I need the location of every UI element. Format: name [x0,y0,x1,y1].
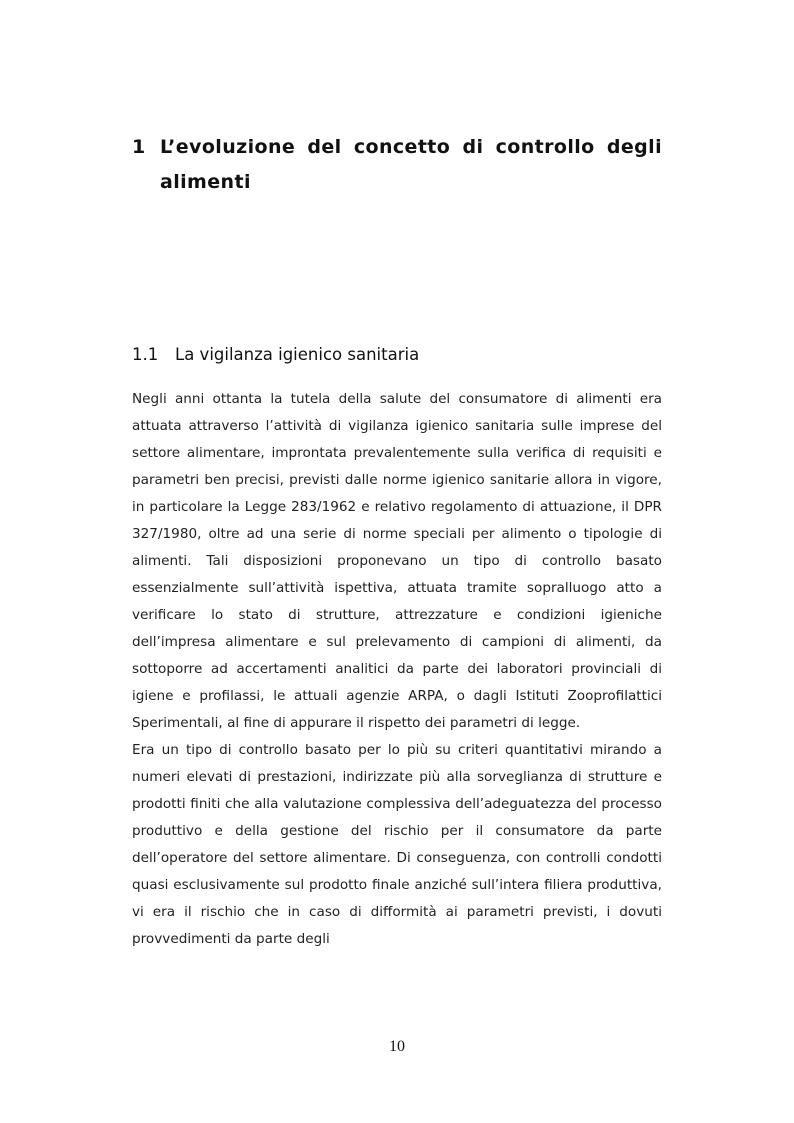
section-heading [132,342,662,368]
section-title: La vigilanza igienico sanitaria [175,345,420,364]
chapter-number: 1 [132,136,146,158]
body-text [132,386,662,953]
body-paragraph: Negli anni ottanta la tutela della salute del consumatore di alimenti era attuata attraverso l’attività di vigilanza igienico sanitaria sulle imprese del settore alimentare, improntata prevalentemente sulla verifica di requisiti e parametri ben precisi, previsti dalle norme igienico sanitarie allora in vigore, in particolare la Legge 283/1962 e relativo regolamento di attuazione, il DPR 327/1980, oltre ad una serie di norme speciali per alimento o tipologie di alimenti. Tali disposizioni proponevano un tipo di controllo basato essenzialmente sull’attività ispettiva, attuata tramite sopralluogo atto a verificare lo stato di strutture, attrezzature e condizioni igieniche dell’impresa alimentare e sul prelevamento di campioni di alimenti, da sottoporre ad accertamenti analitici da parte dei laboratori provinciali di igiene e profilassi, le attuali agenzie ARPA, o dagli Istituti Zooprofilattici Sperimentali, al fine di appurare il rispetto dei parametri di legge. [132,391,662,731]
body-paragraph: Era un tipo di controllo basato per lo più su criteri quantitativi mirando a numeri elevati di prestazioni, indirizzate più alla sorveglianza di strutture e prodotti finiti che alla valutazione complessiva dell’adeguatezza del processo produttivo e della gestione del rischio per il consumatore da parte dell’operatore del settore alimentare. Di conseguenza, con controlli condotti quasi esclusivamente sul prodotto finale anziché sull’intera filiera produttiva, vi era il rischio che in caso di difformità ai parametri previsti, i dovuti provvedimenti da parte degli [132,742,662,947]
chapter-heading [132,130,662,200]
section-number: 1.1 [132,345,159,364]
chapter-title: L’evoluzione del concetto di controllo degli alimenti [160,136,662,193]
page-number: 10 [389,1038,405,1055]
